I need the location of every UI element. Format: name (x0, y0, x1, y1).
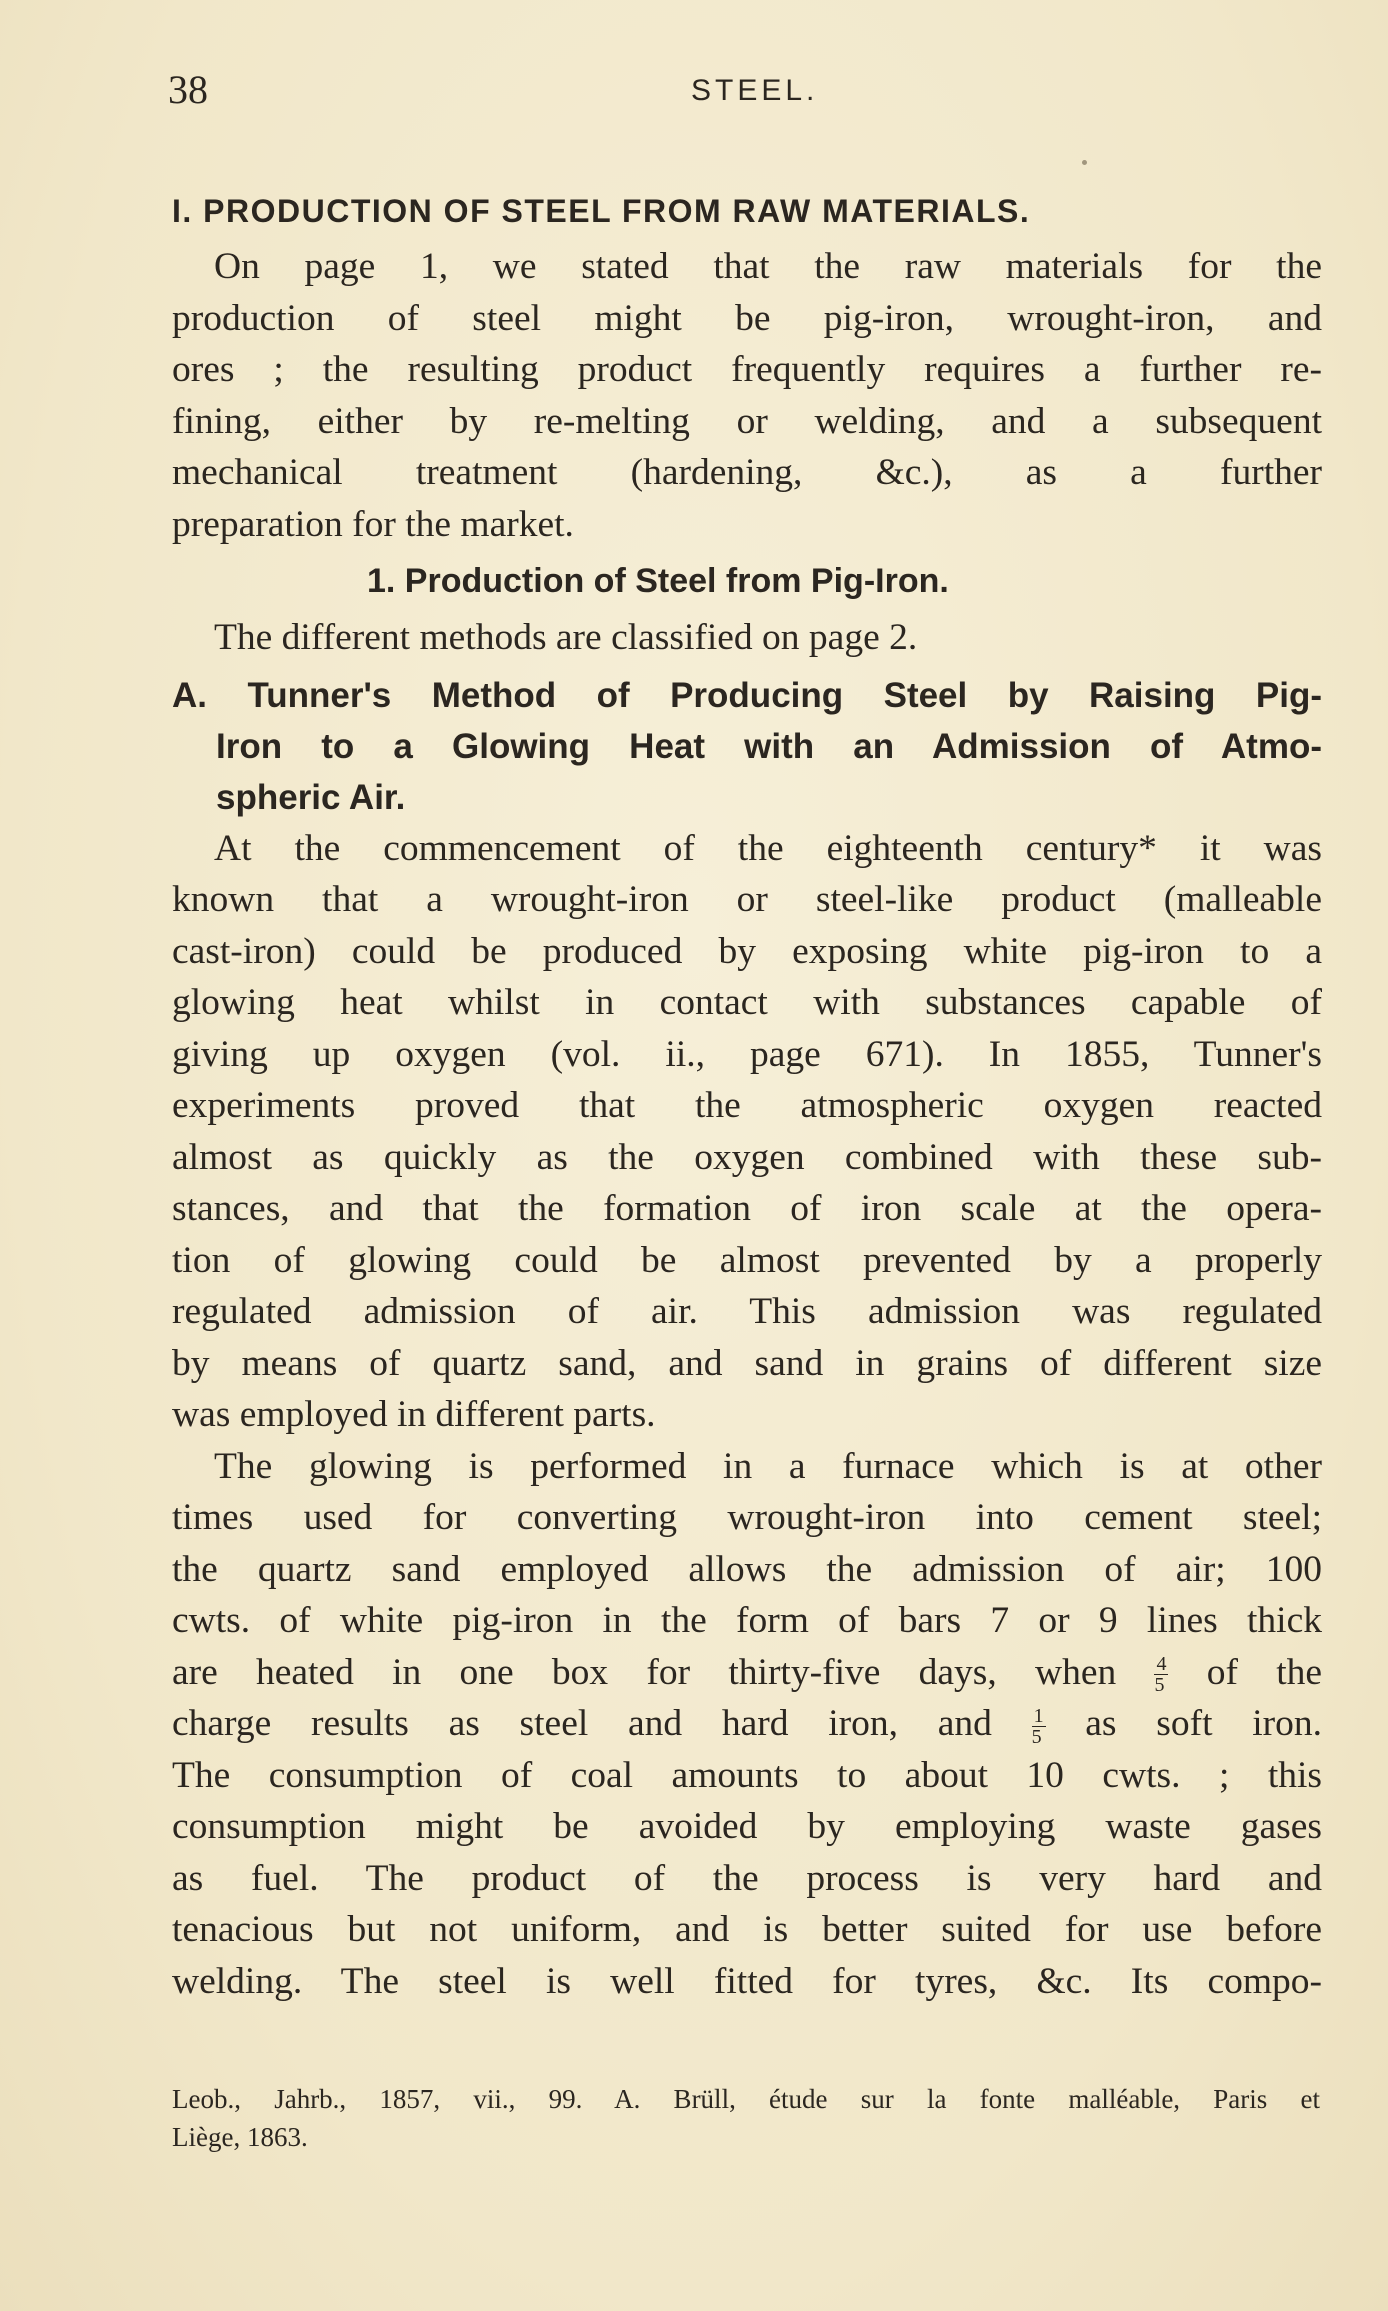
text-line: experiments proved that the atmospheric oxygen reacted (172, 1085, 1322, 1126)
text-line: The glowing is performed in a furnace which is at other (214, 1445, 1322, 1487)
text-line: At the commencement of the eighteenth century* it was (214, 827, 1322, 869)
text-line: On page 1, we stated that the raw materials for the (214, 246, 1322, 287)
subsection-heading: 1. Production of Steel from Pig-Iron. (367, 562, 949, 600)
section-heading: I. PRODUCTION OF STEEL FROM RAW MATERIALS. (172, 193, 1031, 229)
paper-speck (1082, 160, 1087, 165)
text-line: regulated admission of air. This admission was regulated (172, 1291, 1322, 1332)
text-line: times used for converting wrought-iron into cement steel; (172, 1497, 1322, 1538)
footnote-line: Liège, 1863. (172, 2122, 308, 2152)
page-body (172, 183, 1322, 2007)
paragraph-commencement (172, 823, 1322, 1441)
method-heading-line: Iron to a Glowing Heat with an Admission of Atmo- (216, 726, 1322, 766)
footnote-line: Leob., Jahrb., 1857, vii., 99. A. Brüll, étude sur la fonte malléable, Paris et (172, 2084, 1320, 2114)
text-line-with-fraction (172, 1647, 1322, 1699)
text-line: consumption might be avoided by employing waste gases (172, 1806, 1322, 1847)
text-line: giving up oxygen (vol. ii., page 671). In 1855, Tunner's (172, 1033, 1322, 1075)
fraction (1032, 1706, 1046, 1747)
running-title: STEEL. (691, 74, 819, 107)
text-line: The consumption of coal amounts to about 10 cwts. ; this (172, 1754, 1322, 1796)
text-line: cwts. of white pig-iron in the form of bars 7 or 9 lines thick (172, 1600, 1322, 1641)
text-segment: are heated in one box for thirty-five days, when (172, 1651, 1117, 1693)
text-line: preparation for the market. (172, 503, 574, 545)
text-segment: as soft iron. (1085, 1703, 1322, 1744)
text-line: by means of quartz sand, and sand in grains of different size (172, 1342, 1322, 1384)
text-line: fining, either by re-melting or welding, and a subsequent (172, 400, 1322, 442)
text-line: tion of glowing could be almost prevented by a properly (172, 1239, 1322, 1281)
text-line: welding. The steel is well fitted for tyres, &c. Its compo- (172, 1960, 1322, 2002)
method-heading (172, 670, 1322, 823)
classified-line: The different methods are classified on page 2. (214, 617, 918, 658)
text-line-with-fraction (172, 1698, 1322, 1750)
text-line: was employed in different parts. (172, 1394, 656, 1435)
text-segment: charge results as steel and hard iron, and (172, 1703, 992, 1744)
intro-paragraph (172, 241, 1322, 550)
text-line: the quartz sand employed allows the admission of air; 100 (172, 1548, 1322, 1590)
fraction-numerator: 1 (1033, 1704, 1044, 1727)
text-line: ores ; the resulting product frequently requires a further re- (172, 349, 1322, 390)
text-line: as fuel. The product of the process is very hard and (172, 1857, 1322, 1899)
fraction-denominator: 5 (1154, 1674, 1165, 1697)
footnote (172, 2080, 1320, 2156)
fraction-numerator: 4 (1156, 1653, 1167, 1676)
text-segment: of the (1206, 1651, 1323, 1693)
page-number: 38 (168, 67, 208, 112)
text-line: tenacious but not uniform, and is better suited for use before (172, 1909, 1322, 1950)
paragraph-glowing (172, 1441, 1322, 2008)
text-line: almost as quickly as the oxygen combined with these sub- (172, 1136, 1322, 1178)
text-line: mechanical treatment (hardening, &c.), as a further (172, 452, 1322, 493)
text-line: cast-iron) could be produced by exposing white pig-iron to a (172, 930, 1322, 972)
text-line: production of steel might be pig-iron, wrought-iron, and (172, 297, 1322, 339)
method-heading-line: A. Tunner's Method of Producing Steel by Raising Pig- (172, 675, 1322, 715)
text-line: known that a wrought-iron or steel-like product (malleable (172, 879, 1322, 920)
page-header (168, 66, 1318, 126)
method-heading-line: spheric Air. (216, 777, 406, 817)
text-line: glowing heat whilst in contact with substances capable of (172, 982, 1322, 1023)
fraction-denominator: 5 (1031, 1725, 1042, 1748)
fraction (1154, 1654, 1168, 1695)
text-line: stances, and that the formation of iron scale at the opera- (172, 1188, 1322, 1229)
